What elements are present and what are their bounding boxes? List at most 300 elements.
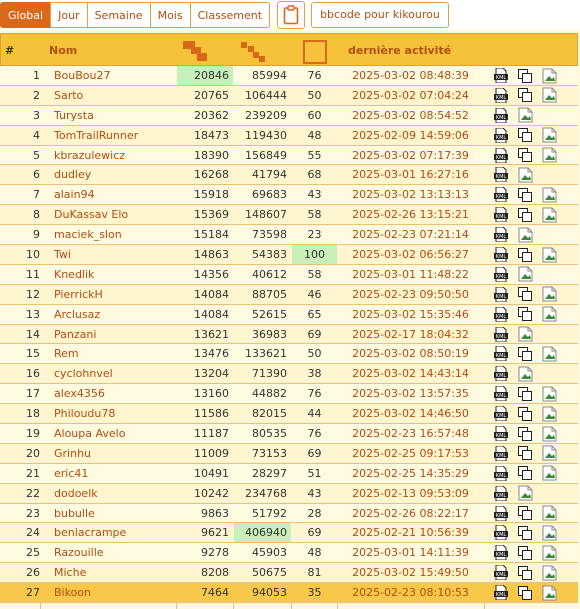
tab-jour[interactable]: Jour: [50, 2, 87, 28]
kml-download-icon[interactable]: [494, 346, 508, 361]
rank-cell: 8: [33, 208, 40, 222]
row-actions: [494, 305, 578, 324]
kml-download-icon[interactable]: [494, 406, 508, 421]
max-square-icon[interactable]: [303, 40, 327, 62]
squares-count: 13204: [194, 367, 229, 381]
squares-icon[interactable]: [183, 41, 207, 61]
kml-download-icon[interactable]: [494, 108, 508, 123]
squares-count: 9621: [201, 526, 229, 540]
clusters-count: 28297: [252, 466, 287, 480]
copy-icon[interactable]: [518, 69, 532, 83]
max-square-value: 68: [307, 168, 322, 182]
last-activity-date: 2025-03-02 14:46:50: [352, 407, 469, 421]
table-row: [0, 424, 578, 444]
max-square-value: 69: [307, 446, 322, 460]
leaderboard-table: [0, 66, 578, 603]
squares-count: 15369: [194, 208, 229, 222]
max-square-value: 50: [307, 88, 322, 102]
rank-cell: 21: [26, 466, 40, 480]
rank-cell: 11: [26, 267, 40, 281]
rank-cell: 26: [26, 566, 40, 580]
last-activity-date: 2025-02-21 10:56:39: [352, 526, 469, 540]
svg-text:KML: KML: [495, 413, 507, 420]
kml-download-icon[interactable]: [494, 386, 508, 401]
max-square-value: 58: [307, 208, 322, 222]
squares-count: 10242: [194, 486, 229, 500]
svg-text:KML: KML: [495, 293, 507, 300]
max-square-value: 76: [307, 427, 322, 441]
athlete-name-link[interactable]: PierrickH: [54, 287, 103, 301]
athlete-name-link[interactable]: bubulle: [54, 506, 95, 520]
squares-count: 11009: [194, 446, 229, 460]
squares-count: 13476: [194, 347, 229, 361]
svg-text:KML: KML: [495, 492, 507, 499]
clusters-count: 73153: [252, 446, 287, 460]
row-actions: [494, 205, 578, 224]
athlete-name-link[interactable]: Philoudu78: [54, 407, 116, 421]
svg-text:KML: KML: [495, 214, 507, 221]
kml-download-icon[interactable]: [494, 545, 508, 560]
kml-download-icon[interactable]: [494, 525, 508, 540]
athlete-name-link[interactable]: alex4356: [54, 387, 105, 401]
map-image-icon[interactable]: [542, 505, 558, 521]
max-square-value: 100: [292, 245, 337, 264]
map-image-icon[interactable]: [542, 87, 558, 103]
squares-count: 10491: [194, 466, 229, 480]
map-image-icon[interactable]: [542, 465, 558, 481]
row-actions: [494, 344, 578, 363]
map-image-icon[interactable]: [542, 386, 558, 402]
clusters-icon[interactable]: [241, 42, 265, 62]
row-actions: [494, 444, 578, 463]
athlete-name-link[interactable]: Miche: [54, 566, 87, 580]
row-actions: [494, 523, 578, 542]
clusters-count: 52615: [252, 307, 287, 321]
table-row: [0, 185, 578, 205]
copy-icon[interactable]: [518, 248, 532, 262]
clusters-count: 69683: [252, 188, 287, 202]
table-row: [0, 364, 578, 384]
svg-text:KML: KML: [495, 552, 507, 559]
table-row: [0, 543, 578, 563]
map-image-icon[interactable]: [542, 565, 558, 581]
map-image-icon[interactable]: [542, 68, 558, 84]
row-actions: [494, 384, 578, 403]
rank-cell: 4: [33, 128, 40, 142]
map-image-icon[interactable]: [518, 167, 534, 183]
kml-download-icon[interactable]: [494, 446, 508, 461]
copy-icon[interactable]: [518, 546, 532, 560]
map-image-icon[interactable]: [518, 107, 534, 123]
clusters-count: 119430: [245, 128, 287, 142]
max-square-value: 43: [307, 486, 322, 500]
last-activity-date: 2025-03-01 14:11:39: [352, 546, 469, 560]
rank-header: #: [5, 44, 15, 57]
svg-text:KML: KML: [495, 75, 507, 81]
table-row: [0, 285, 578, 305]
kml-download-icon[interactable]: [494, 128, 508, 143]
svg-text:KML: KML: [495, 234, 507, 241]
svg-text:KML: KML: [495, 94, 507, 101]
row-actions: [494, 464, 578, 483]
kml-download-icon[interactable]: [494, 466, 508, 481]
bbcode-button[interactable]: bbcode pour kikourou: [311, 2, 449, 28]
rank-cell: 12: [26, 287, 40, 301]
max-square-value: 35: [307, 586, 322, 600]
squares-count: 18390: [194, 148, 229, 162]
max-square-value: 38: [307, 367, 322, 381]
athlete-name-link[interactable]: dodoelk: [54, 486, 98, 500]
athlete-name-link[interactable]: TomTrailRunner: [54, 128, 139, 142]
svg-text:KML: KML: [495, 154, 507, 161]
last-activity-date: 2025-03-02 14:43:14: [352, 367, 469, 381]
copy-icon[interactable]: [518, 526, 532, 540]
row-actions: [494, 265, 578, 284]
map-image-icon[interactable]: [518, 227, 534, 243]
last-activity-date: 2025-03-02 08:50:19: [352, 347, 469, 361]
map-image-icon[interactable]: [542, 207, 558, 223]
clusters-count: 156849: [245, 148, 287, 162]
table-row: [0, 563, 578, 583]
svg-text:KML: KML: [495, 273, 507, 280]
rank-cell: 5: [33, 148, 40, 162]
athlete-name-link[interactable]: Knedlik: [54, 267, 95, 281]
clipboard-icon: [283, 5, 299, 25]
rank-cell: 6: [33, 168, 40, 182]
last-activity-date: 2025-02-26 08:22:17: [352, 506, 469, 520]
row-actions: [494, 225, 578, 244]
kml-download-icon[interactable]: [494, 167, 508, 182]
svg-text:KML: KML: [495, 393, 507, 400]
last-activity-date: 2025-02-25 14:35:29: [352, 466, 469, 480]
map-image-icon[interactable]: [542, 187, 558, 203]
row-actions: [494, 364, 578, 383]
rank-cell: 2: [33, 88, 40, 102]
copy-icon[interactable]: [518, 88, 532, 102]
row-actions: [494, 583, 578, 602]
clusters-count: 36983: [252, 327, 287, 341]
table-row: [0, 66, 578, 86]
max-square-value: 44: [307, 407, 322, 421]
rank-cell: 1: [33, 69, 40, 82]
max-square-value: 65: [307, 307, 322, 321]
map-image-icon[interactable]: [542, 306, 558, 322]
last-activity-date: 2025-03-01 11:48:22: [352, 267, 469, 281]
svg-text:KML: KML: [495, 532, 507, 539]
rank-cell: 23: [26, 506, 40, 520]
map-image-icon[interactable]: [518, 366, 534, 382]
copy-icon[interactable]: [518, 208, 532, 222]
clusters-count: 51792: [252, 506, 287, 520]
rank-cell: 19: [26, 427, 40, 441]
svg-text:KML: KML: [495, 373, 507, 380]
map-image-icon[interactable]: [542, 127, 558, 143]
kml-download-icon[interactable]: [494, 247, 508, 262]
svg-text:KML: KML: [495, 254, 507, 261]
max-square-value: 55: [307, 148, 322, 162]
name-header[interactable]: Nom: [49, 44, 78, 57]
copy-icon[interactable]: [518, 148, 532, 162]
table-row: [0, 344, 578, 364]
copy-icon[interactable]: [518, 566, 532, 580]
map-image-icon[interactable]: [542, 585, 558, 601]
athlete-name-link[interactable]: DuKassav Elo: [54, 208, 129, 222]
athlete-name-link[interactable]: Turysta: [54, 108, 94, 122]
kml-download-icon[interactable]: [494, 287, 508, 302]
max-square-value: 28: [307, 506, 322, 520]
table-row: [0, 504, 578, 524]
athlete-name-link[interactable]: benlacrampe: [54, 526, 127, 540]
max-square-value: 48: [307, 546, 322, 560]
last-activity-date: 2025-03-01 16:27:16: [352, 168, 469, 182]
row-actions: [494, 424, 578, 443]
kml-download-icon[interactable]: [494, 227, 508, 242]
copy-icon[interactable]: [518, 287, 532, 301]
kml-download-icon[interactable]: [494, 426, 508, 441]
table-row: [0, 106, 578, 126]
squares-count: 16268: [194, 168, 229, 182]
table-row: [0, 205, 578, 225]
svg-text:KML: KML: [495, 452, 507, 459]
row-actions: [494, 146, 578, 165]
max-square-value: 23: [307, 228, 322, 242]
squares-count: 13621: [194, 327, 229, 341]
last-activity-date: 2025-03-02 13:57:35: [352, 387, 469, 401]
map-image-icon[interactable]: [542, 286, 558, 302]
rank-cell: 27: [26, 586, 40, 600]
svg-text:KML: KML: [495, 472, 507, 479]
kml-download-icon[interactable]: [494, 366, 508, 381]
tab-global[interactable]: Global: [0, 2, 51, 28]
copy-icon[interactable]: [518, 347, 532, 361]
copy-icon[interactable]: [518, 446, 532, 460]
athlete-name-link[interactable]: kbrazulewicz: [54, 148, 126, 162]
kml-download-icon[interactable]: [494, 585, 508, 600]
clusters-count: 88705: [252, 287, 287, 301]
athlete-name-link[interactable]: Razouille: [54, 546, 104, 560]
kml-download-icon[interactable]: [494, 327, 508, 342]
kml-download-icon[interactable]: [494, 267, 508, 282]
row-actions: [494, 245, 578, 264]
row-actions: [494, 404, 578, 423]
copy-icon[interactable]: [518, 586, 532, 600]
clusters-count: 54383: [252, 248, 287, 262]
rank-cell: 14: [26, 327, 40, 341]
max-square-value: 58: [307, 267, 322, 281]
athlete-name-link[interactable]: Sarto: [54, 88, 84, 102]
last-activity-date: 2025-02-26 13:15:21: [352, 208, 469, 222]
squares-count: 14863: [194, 248, 229, 262]
athlete-name-link[interactable]: BouBou27: [54, 69, 111, 82]
clusters-count: 106444: [245, 88, 287, 102]
tab-mois[interactable]: Mois: [150, 2, 191, 28]
squares-count: 20846: [177, 66, 233, 85]
squares-count: 9278: [201, 546, 229, 560]
squares-count: 15918: [194, 188, 229, 202]
row-actions: [494, 126, 578, 145]
kml-download-icon[interactable]: [494, 68, 508, 83]
map-image-icon[interactable]: [542, 147, 558, 163]
map-image-icon[interactable]: [542, 445, 558, 461]
athlete-name-link[interactable]: Bikoon: [54, 586, 92, 600]
clusters-count: 50675: [252, 566, 287, 580]
last-activity-date: 2025-03-02 07:17:39: [352, 148, 469, 162]
svg-text:KML: KML: [495, 313, 507, 320]
squares-count: 13160: [194, 387, 229, 401]
table-row: [0, 305, 578, 325]
rank-cell: 16: [26, 367, 40, 381]
copy-icon[interactable]: [518, 506, 532, 520]
athlete-name-link[interactable]: maciek_slon: [54, 228, 122, 242]
last-activity-date: 2025-02-25 09:17:53: [352, 446, 469, 460]
athlete-name-link[interactable]: Rem: [54, 347, 79, 361]
activity-header[interactable]: dernière activité: [348, 44, 452, 57]
clusters-count: 239209: [245, 108, 287, 122]
map-image-icon[interactable]: [542, 247, 558, 263]
clusters-count: 73598: [252, 228, 287, 242]
row-actions: [494, 285, 578, 304]
squares-count: 15184: [194, 228, 229, 242]
clusters-count: 406940: [234, 523, 291, 542]
tab-semaine[interactable]: Semaine: [87, 2, 151, 28]
row-actions: [494, 66, 578, 85]
table-row: [0, 225, 578, 245]
athlete-name-link[interactable]: alain94: [54, 188, 95, 202]
svg-text:KML: KML: [495, 114, 507, 121]
svg-text:KML: KML: [495, 433, 507, 440]
rank-cell: 22: [26, 486, 40, 500]
row-actions: [494, 185, 578, 204]
max-square-value: 50: [307, 347, 322, 361]
last-activity-date: 2025-03-02 15:49:50: [352, 566, 469, 580]
max-square-value: 76: [307, 387, 322, 401]
last-activity-date: 2025-02-23 08:10:53: [352, 586, 469, 600]
table-row: [0, 464, 578, 484]
clusters-count: 41794: [252, 168, 287, 182]
table-row: [0, 265, 578, 285]
table-row: [0, 583, 578, 603]
athlete-name-link[interactable]: cyclohnvel: [54, 367, 113, 381]
clusters-count: 40612: [252, 267, 287, 281]
map-image-icon[interactable]: [542, 406, 558, 422]
athlete-name-link[interactable]: dudley: [54, 168, 92, 182]
athlete-name-link[interactable]: Panzani: [54, 327, 97, 341]
table-row: [0, 245, 578, 265]
copy-icon[interactable]: [518, 387, 532, 401]
map-image-icon[interactable]: [542, 426, 558, 442]
max-square-value: 69: [307, 327, 322, 341]
kml-download-icon[interactable]: [494, 506, 508, 521]
clusters-count: 148607: [245, 208, 287, 222]
row-actions: [494, 165, 578, 184]
rank-cell: 17: [26, 387, 40, 401]
copy-icon[interactable]: [518, 427, 532, 441]
row-actions: [494, 106, 578, 125]
last-activity-date: 2025-03-02 07:04:24: [352, 88, 469, 102]
athlete-name-link[interactable]: Aloupa Avelo: [54, 427, 126, 441]
map-image-icon[interactable]: [518, 326, 534, 342]
max-square-value: 43: [307, 188, 322, 202]
athlete-name-link[interactable]: Twi: [54, 248, 71, 262]
map-image-icon[interactable]: [542, 545, 558, 561]
period-tabs: [0, 0, 580, 30]
squares-count: 14084: [194, 287, 229, 301]
map-image-icon[interactable]: [518, 266, 534, 282]
row-actions: [494, 543, 578, 562]
clusters-count: 80535: [252, 427, 287, 441]
last-activity-date: 2025-03-02 06:56:27: [352, 248, 469, 262]
squares-count: 11187: [194, 427, 229, 441]
kml-download-icon[interactable]: [494, 307, 508, 322]
last-activity-date: 2025-03-02 08:48:39: [352, 69, 469, 82]
table-row: [0, 384, 578, 404]
last-activity-date: 2025-02-23 16:57:48: [352, 427, 469, 441]
map-image-icon[interactable]: [518, 485, 534, 501]
kml-download-icon[interactable]: [494, 187, 508, 202]
copy-icon[interactable]: [518, 407, 532, 421]
clipboard-button[interactable]: [277, 1, 305, 29]
athlete-name-link[interactable]: eric41: [54, 466, 89, 480]
athlete-name-link[interactable]: Arclusaz: [54, 307, 101, 321]
max-square-value: 81: [307, 566, 322, 580]
max-square-value: 51: [307, 466, 322, 480]
kml-download-icon[interactable]: [494, 88, 508, 103]
clusters-count: 133621: [245, 347, 287, 361]
squares-count: 18473: [194, 128, 229, 142]
athlete-name-link[interactable]: Grinhu: [54, 446, 92, 460]
rank-cell: 25: [26, 546, 40, 560]
max-square-value: 76: [307, 69, 322, 82]
kml-download-icon[interactable]: [494, 207, 508, 222]
last-activity-date: 2025-02-23 07:21:14: [352, 228, 469, 242]
tab-classement[interactable]: Classement: [190, 2, 270, 28]
rank-cell: 18: [26, 407, 40, 421]
squares-count: 9863: [201, 506, 229, 520]
table-row: [0, 444, 578, 464]
row-actions: [494, 504, 578, 523]
map-image-icon[interactable]: [542, 346, 558, 362]
kml-download-icon[interactable]: [494, 565, 508, 580]
max-square-value: 69: [307, 526, 322, 540]
svg-text:KML: KML: [495, 333, 507, 340]
rank-cell: 3: [33, 108, 40, 122]
squares-count: 20765: [194, 88, 229, 102]
squares-count: 20362: [194, 108, 229, 122]
svg-text:KML: KML: [495, 174, 507, 181]
squares-count: 14356: [194, 267, 229, 281]
rank-cell: 13: [26, 307, 40, 321]
copy-icon[interactable]: [518, 188, 532, 202]
table-row: [0, 86, 578, 106]
last-activity-date: 2025-02-23 09:50:50: [352, 287, 469, 301]
copy-icon[interactable]: [518, 128, 532, 142]
squares-count: 7464: [201, 586, 229, 600]
copy-icon[interactable]: [518, 466, 532, 480]
squares-count: 11586: [194, 407, 229, 421]
map-image-icon[interactable]: [542, 525, 558, 541]
row-actions: [494, 325, 578, 344]
kml-download-icon[interactable]: [494, 148, 508, 163]
clusters-count: 71390: [252, 367, 287, 381]
kml-download-icon[interactable]: [494, 486, 508, 501]
svg-text:KML: KML: [495, 134, 507, 141]
clusters-count: 85994: [252, 69, 287, 82]
table-header: [0, 33, 578, 66]
table-row: [0, 165, 578, 185]
copy-icon[interactable]: [518, 307, 532, 321]
clusters-count: 94053: [252, 586, 287, 600]
last-activity-date: 2025-02-09 14:59:06: [352, 128, 469, 142]
